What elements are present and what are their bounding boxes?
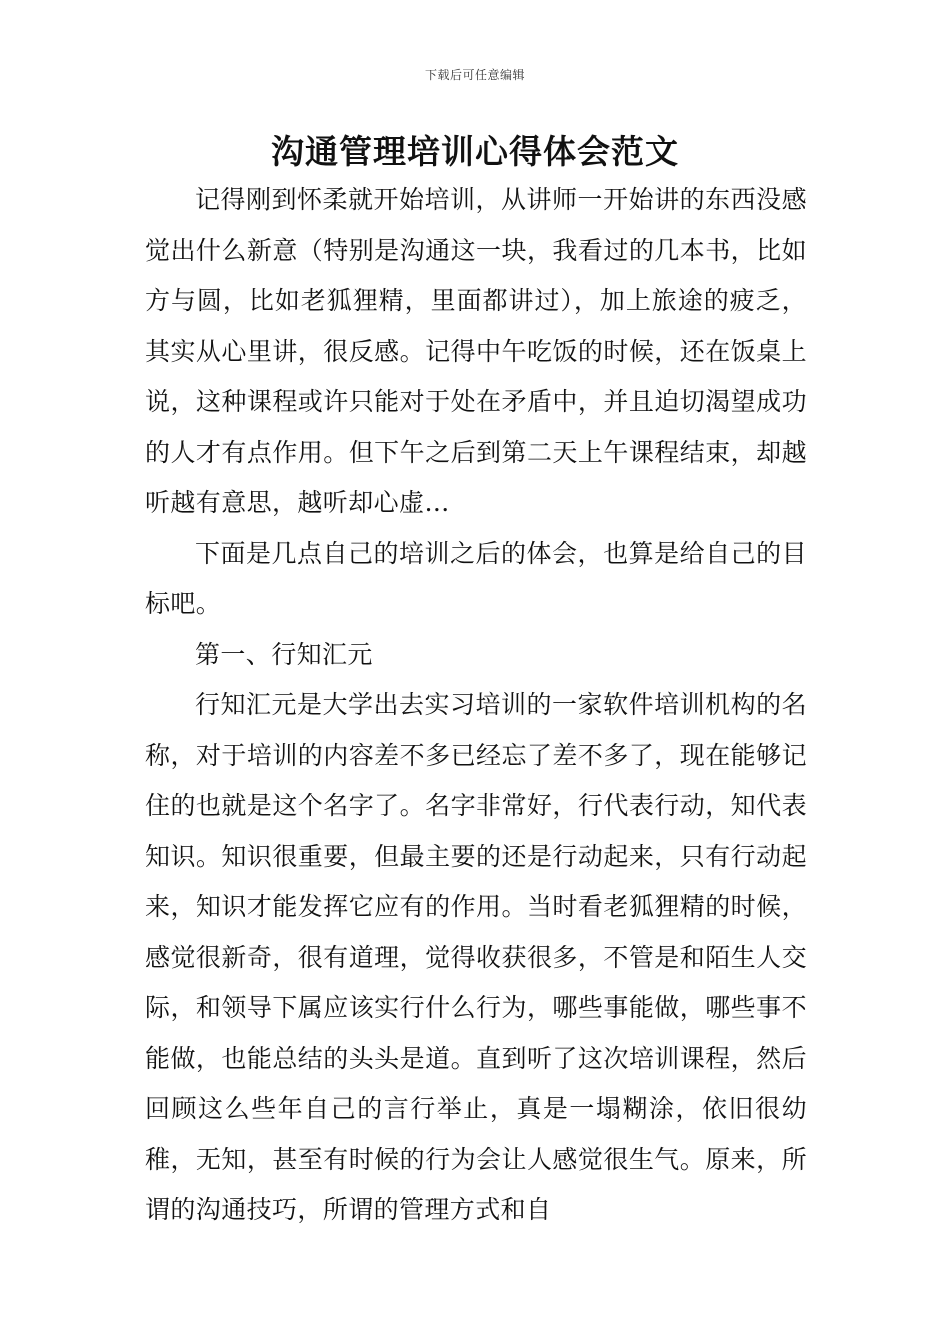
paragraph-section-one: 行知汇元是大学出去实习培训的一家软件培训机构的名称，对于培训的内容差不多已经忘了差不多了，现在能够记住的也就是这个名字了。名字非常好，行代表行动，知代表知识。知识很重要，但最主要的还是行动起来，只有行动起来，知识才能发挥它应有的作用。当时看老狐狸精的时候，感觉很新奇，很有道理，觉得收获很多，不管是和陌生人交际，和领导下属应该实行什么行为，哪些事能做，哪些事不能做，也能总结的头头是道。直到听了这次培训课程，然后回顾这么些年自己的言行举止，真是一塌糊涂，依旧很幼稚，无知，甚至有时候的行为会让人感觉很生气。原来，所谓的沟通技巧，所谓的管理方式和自 <box>145 690 807 1224</box>
document-title: 沟通管理培训心得体会范文 <box>271 132 679 171</box>
paragraph-goals: 下面是几点自己的培训之后的体会，也算是给自己的目标吧。 <box>145 538 807 618</box>
header-note: 下载后可任意编辑 <box>424 68 525 82</box>
document-body <box>145 175 807 1236</box>
section-heading: 第一、行知汇元 <box>195 639 373 669</box>
paragraph-intro: 记得刚到怀柔就开始培训，从讲师一开始讲的东西没感觉出什么新意（特别是沟通这一块，我看过的几本书，比如方与圆，比如老狐狸精，里面都讲过），加上旅途的疲乏，其实从心里讲，很反感。记得中午吃饭的时候，还在饭桌上说，这种课程或许只能对于处在矛盾中，并且迫切渴望成功的人才有点作用。但下午之后到第二天上午课程结束，却越听越有意思，越听却心虚… <box>145 185 807 517</box>
